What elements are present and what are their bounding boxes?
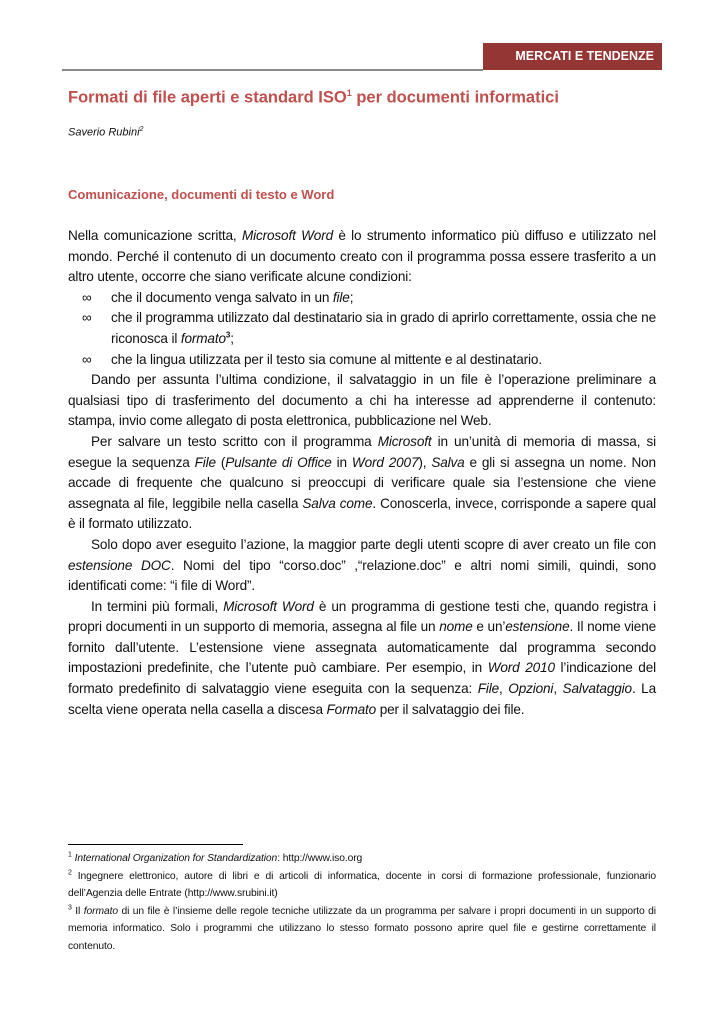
text-run: e gli si assegna un nome. Non accade di frequente che qualcuno si preoccupi di verificare quale sia l’estensione che viene assegnata al file, leggibile nella casella bbox=[68, 454, 656, 511]
text-run: Opzioni bbox=[508, 681, 554, 697]
text-run: file bbox=[332, 289, 350, 305]
text-run: . Nomi del tipo “corso.doc” ,“relazione.doc” e altri nomi simili, quindi, sono identificati come: “i file di Word”. bbox=[68, 557, 656, 594]
author-name: Saverio Rubini bbox=[68, 126, 140, 139]
footnote-ref[interactable]: 1 bbox=[68, 851, 72, 859]
text-run: Formato bbox=[326, 701, 377, 717]
footnote-ref[interactable]: 2 bbox=[68, 869, 72, 877]
list-item bbox=[68, 308, 656, 349]
category-banner bbox=[483, 43, 662, 70]
list-item bbox=[68, 288, 656, 309]
text-run: ), bbox=[418, 454, 432, 470]
paragraph bbox=[68, 597, 656, 721]
text-run: estensione DOC bbox=[68, 557, 171, 573]
text-run: International Organization for Standardization bbox=[74, 853, 278, 864]
paragraph bbox=[68, 432, 656, 535]
footnote-ref[interactable]: 3 bbox=[68, 904, 72, 912]
infinity-bullet-icon: ∞ bbox=[82, 289, 92, 305]
infinity-bullet-icon: ∞ bbox=[82, 351, 92, 367]
text-run: in bbox=[331, 454, 352, 470]
text-run: ; bbox=[349, 289, 354, 305]
text-run: ( bbox=[215, 454, 226, 470]
text-run: nome bbox=[439, 619, 473, 635]
text-run: Solo dopo aver eseguito l’azione, la maggior parte degli utenti scopre di aver creato un file con bbox=[91, 536, 656, 552]
text-run: che la lingua utilizzata per il testo sia comune al mittente e al destinatario. bbox=[111, 351, 542, 367]
text-run: l’indicazione del formato predefinito di salvataggio viene eseguita con la sequenza: bbox=[68, 660, 656, 697]
text-run: e un’ bbox=[472, 619, 506, 635]
bullet-list bbox=[68, 288, 656, 370]
footnote bbox=[68, 903, 656, 956]
text-run: : http://www.iso.org bbox=[277, 853, 363, 864]
paragraph bbox=[68, 226, 656, 288]
text-run: File bbox=[194, 454, 216, 470]
text-run: è lo strumento informatico più diffuso e utilizzato nel mondo. Perché il contenuto di un documento creato con il programma possa essere trasferito a un altro utente, occorre che siano verificate alcune condizioni: bbox=[68, 228, 656, 285]
text-run: che il programma utilizzato dal destinatario sia in grado di aprirlo correttamente, ossia che ne riconosca il bbox=[111, 310, 656, 346]
title-text-rest: per documenti informatici bbox=[351, 88, 559, 107]
text-run: per il salvataggio dei file. bbox=[376, 701, 525, 717]
text-run: File bbox=[477, 681, 500, 697]
paragraph bbox=[68, 370, 656, 432]
text-run: . La scelta viene operata nella casella a discesa bbox=[68, 681, 656, 717]
text-run: Word 2010 bbox=[487, 660, 555, 676]
text-run: In termini più formali, bbox=[91, 598, 224, 614]
text-run: Microsoft bbox=[377, 433, 432, 449]
text-run: Salvataggio bbox=[562, 681, 632, 697]
footnote bbox=[68, 850, 656, 868]
text-run: Dando per assunta l’ultima condizione, il salvataggio in un file è l’operazione preliminare a qualsiasi tipo di trasferimento del documento a chi ha interesse ad apprenderne il contenuto: stampa, invio come allegato di posta elettronica, pubblicazione nel Web. bbox=[68, 372, 656, 429]
author bbox=[68, 126, 143, 139]
text-run: Il bbox=[71, 905, 84, 917]
text-run: , bbox=[553, 681, 563, 697]
text-run: di un file è l’insieme delle regole tecniche utilizzate da un programma per salvare i propri documenti in un supporto di memoria informatico. Solo i programmi che utilizzano lo stesso formato possono aprire quel file e gestirne correttamente il contenuto. bbox=[68, 905, 656, 952]
text-run: che il documento venga salvato in un bbox=[111, 289, 333, 305]
text-run: Microsoft Word bbox=[241, 228, 333, 243]
text-run: Nella comunicazione scritta, bbox=[68, 228, 242, 243]
text-run: . Conoscerla, invece, corrisponde a sapere qual è il formato utilizzato. bbox=[68, 495, 656, 532]
page-title bbox=[68, 88, 559, 108]
text-run: formato bbox=[83, 905, 118, 917]
footnote bbox=[68, 868, 656, 903]
body-text bbox=[68, 226, 656, 720]
category-label: MERCATI E TENDENZE bbox=[515, 49, 654, 63]
text-run: formato bbox=[180, 330, 226, 346]
text-run: Salva come bbox=[302, 495, 373, 511]
paragraph bbox=[68, 535, 656, 597]
infinity-bullet-icon: ∞ bbox=[82, 310, 92, 326]
footnote-ref[interactable]: 2 bbox=[139, 126, 144, 133]
text-run: . Il nome viene fornito dall’utente. L’estensione viene assegnata automaticamente dal programma secondo impostazioni predefinite, che l’utente può cambiare. Per esempio, in bbox=[68, 619, 657, 676]
section-heading: Comunicazione, documenti di testo e Word bbox=[68, 187, 335, 202]
text-run: Ingegnere elettronico, autore di libri e di articoli di informatica, docente in corsi di formazione professionale, funzionario dell’Agenzia delle Entrate (http://www.srubini.it) bbox=[68, 870, 656, 899]
text-run: , bbox=[499, 681, 509, 697]
text-run: Salva bbox=[431, 454, 465, 470]
header-rule bbox=[62, 69, 483, 71]
footnote-ref[interactable]: 1 bbox=[346, 88, 352, 98]
text-run: in un’unità di memoria di massa, si esegue la sequenza bbox=[68, 433, 656, 470]
text-run: Pulsante di Office bbox=[225, 454, 332, 470]
text-run: estensione bbox=[505, 619, 570, 635]
text-run: Word 2007 bbox=[351, 454, 419, 470]
text-run: è un programma di gestione testi che, quando registra i propri documenti in un supporto di memoria, assegna al file un bbox=[68, 598, 656, 635]
list-item bbox=[68, 350, 656, 371]
footnote-ref[interactable]: 3 bbox=[225, 330, 231, 340]
footnote-separator bbox=[68, 844, 243, 845]
footnotes bbox=[68, 850, 656, 955]
text-run: ; bbox=[230, 330, 234, 346]
title-text: Formati di file aperti e standard ISO bbox=[68, 88, 347, 107]
text-run: Microsoft Word bbox=[223, 598, 314, 614]
text-run: Per salvare un testo scritto con il programma bbox=[91, 433, 378, 449]
